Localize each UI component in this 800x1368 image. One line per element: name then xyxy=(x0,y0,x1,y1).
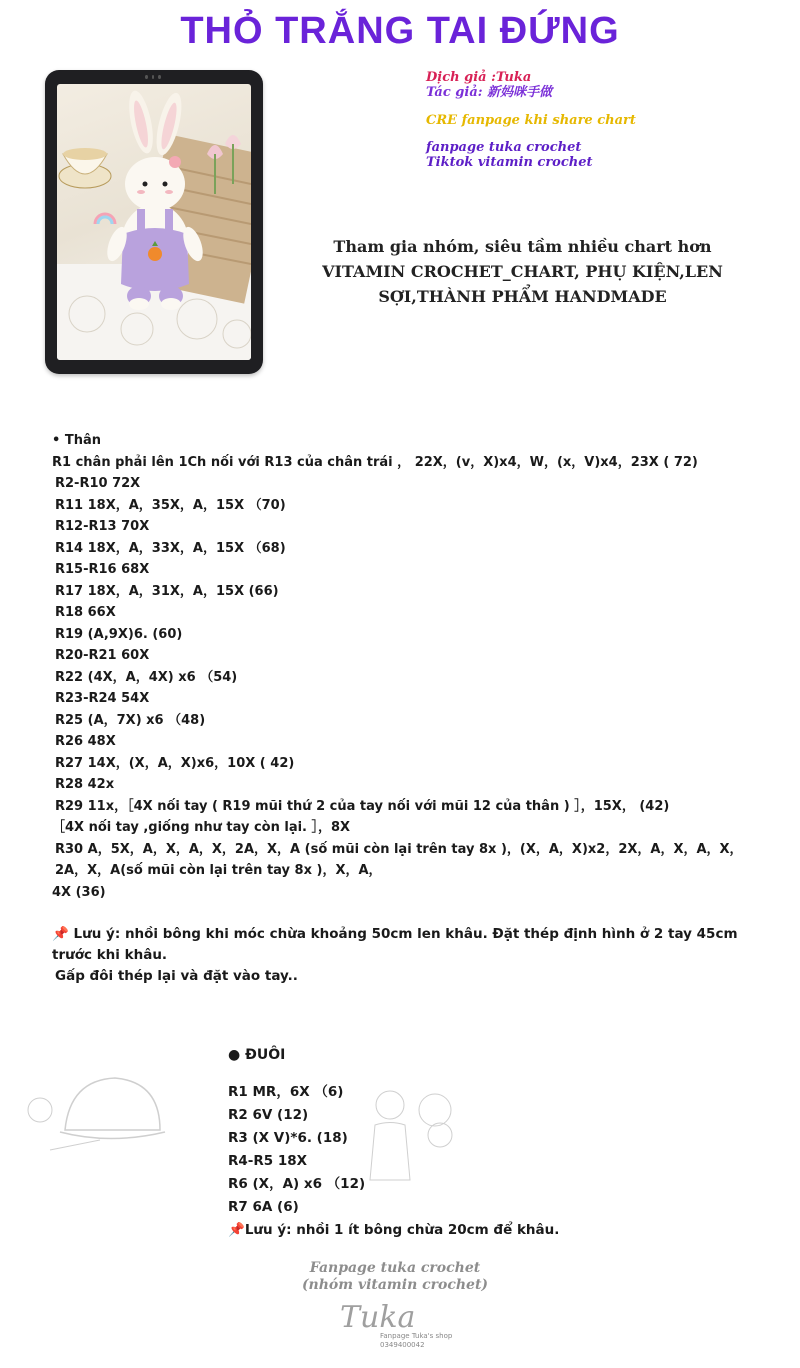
crochet-hat-sketch-icon xyxy=(20,1070,170,1160)
page-title: THỎ TRẮNG TAI ĐỨNG xyxy=(180,10,620,52)
author-credit: Tác giả: 新妈咪手做 xyxy=(426,85,553,100)
pattern-row: R27 14X，(X，A，X)x6，10X ( 42) xyxy=(55,755,295,771)
body-pattern-section xyxy=(52,430,772,903)
body-note xyxy=(52,924,772,987)
pattern-row: R2-R10 72X xyxy=(55,476,141,491)
signature-sub xyxy=(380,1332,452,1350)
bunny-illustration-icon xyxy=(57,84,251,360)
signature-sub-2: 0349400042 xyxy=(380,1341,425,1349)
pattern-row: R18 66X xyxy=(55,605,116,620)
note-text: Lưu ý: nhồi bông khi móc chừa khoảng 50cm len khâu. Đặt thép định hình ở 2 tay 45cm trước khi khâu. xyxy=(52,926,738,963)
pattern-row: R23-R24 54X xyxy=(55,691,150,706)
pattern-row: R12-R13 70X xyxy=(55,519,150,534)
pattern-row: R7 6A (6) xyxy=(228,1199,299,1215)
section-heading-body: • Thân xyxy=(52,433,101,448)
section-heading-tail: ĐUÔI xyxy=(245,1047,286,1063)
pattern-row: R6 (X，A) x6 （12) xyxy=(228,1176,366,1192)
pushpin-icon: 📌 xyxy=(52,926,69,942)
signature-sub-1: Fanpage Tuka's shop xyxy=(380,1332,453,1340)
watermark-line-1: Fanpage tuka crochet xyxy=(309,1260,481,1276)
pattern-row: R15-R16 68X xyxy=(55,562,150,577)
watermark xyxy=(270,1260,520,1294)
pattern-row: R4-R5 18X xyxy=(228,1153,308,1169)
tablet-camera-icon xyxy=(145,75,161,79)
bullet-dot-icon: ● xyxy=(228,1047,241,1063)
note-text-2: Gấp đôi thép lại và đặt vào tay.. xyxy=(55,968,298,984)
group-invite-text: Tham gia nhóm, siêu tầm nhiều chart hơn VITAMIN CROCHET_CHART, PHỤ KIỆN,LEN SỢI,THÀNH PHẨM HANDMADE xyxy=(322,237,723,306)
pattern-row: R1 chân phải lên 1Ch nối với R13 của chân trái ， 22X，(v，X)x4，W，(x，V)x4，23X ( 72) xyxy=(52,454,698,470)
pattern-row: R1 MR，6X （6) xyxy=(228,1084,344,1100)
tiktok-credit: Tiktok vitamin crochet xyxy=(426,155,593,170)
pattern-row: R29 11x，［4X nối tay ( R19 mũi thứ 2 của tay nối với mũi 12 của thân ) ］，15X， (42) xyxy=(55,798,670,814)
pattern-row: R28 42x xyxy=(55,777,115,792)
pattern-row: R30 A，5X，A，X，A，X，2A，X，A (số mũi còn lại trên tay 8x )，(X，A，X)x2，2X，A，X，A，X，2A，X，A(số mũi còn lại trên tay 8x )，X，A， xyxy=(55,841,743,878)
signature: Tuka xyxy=(340,1300,416,1335)
watermark-line-2: (nhóm vitamin crochet) xyxy=(301,1277,489,1293)
pattern-row: R19 (A,9X)6. (60) xyxy=(55,626,183,642)
pattern-row: R25 (A，7X) x6 （48) xyxy=(55,712,206,728)
share-note: CRE fanpage khi share chart xyxy=(426,113,636,128)
pattern-row: 4X (36) xyxy=(52,884,106,900)
pattern-row: R2 6V (12) xyxy=(228,1107,309,1123)
credits-block xyxy=(426,70,636,170)
tablet-photo-frame xyxy=(45,70,263,374)
pattern-row: R26 48X xyxy=(55,734,116,749)
tail-note: Lưu ý: nhồi 1 ít bông chừa 20cm để khâu. xyxy=(244,1222,560,1238)
pattern-row: R14 18X，A，33X，A，15X （68) xyxy=(55,540,286,556)
pattern-row: R22 (4X，A，4X) x6 （54) xyxy=(55,669,238,685)
pattern-row: R3 (X V)*6. (18) xyxy=(228,1130,348,1146)
pushpin-icon: 📌 xyxy=(228,1222,245,1238)
pattern-row: R17 18X，A，31X，A，15X (66) xyxy=(55,583,279,599)
pattern-row: R11 18X，A，35X，A，15X （70) xyxy=(55,497,286,513)
translator-credit: Dịch giả :Tuka xyxy=(426,70,532,85)
pattern-row: ［4X nối tay ,giống như tay còn lại. ］，8X xyxy=(52,820,351,835)
pattern-row: R20-R21 60X xyxy=(55,648,150,663)
tail-pattern-section xyxy=(228,1044,559,1242)
fanpage-credit: fanpage tuka crochet xyxy=(426,140,582,155)
bunny-photo xyxy=(57,84,251,360)
